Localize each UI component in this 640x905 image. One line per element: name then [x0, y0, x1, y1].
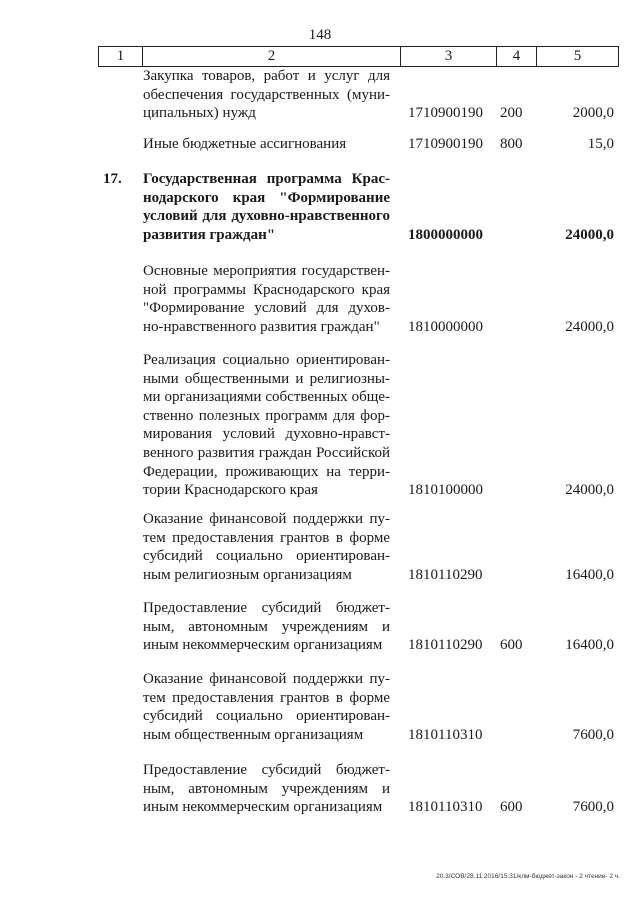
row-name-line: ным, автономным учреждениям и	[143, 618, 390, 635]
row-name-line: "Формирование условий для духов-	[143, 300, 390, 317]
row-name	[143, 510, 390, 584]
row-name-line: обеспечения государственных (муни-	[143, 86, 390, 103]
row-amount: 16400,0	[565, 566, 614, 583]
row-name	[143, 135, 390, 154]
row-name-line: субсидий социально ориентирован-	[143, 548, 390, 565]
row-name-line: ми организациями собственных обще-	[143, 389, 390, 406]
row-name-line: Закупка товаров, работ и услуг для	[143, 68, 390, 84]
row-name-line: тем предоставления грантов в форме	[143, 689, 390, 706]
row-name	[143, 599, 390, 655]
row-name-line: ным общественным организациям	[143, 726, 364, 743]
column-header-row	[98, 46, 619, 67]
row-name-line: ственно полезных программ для фор-	[143, 407, 390, 424]
row-amount: 24000,0	[565, 226, 614, 243]
row-amount: 2000,0	[572, 105, 614, 122]
row-name-line: иным некоммерческим организациям	[143, 637, 383, 654]
row-name-line: Основные мероприятия государствен-	[143, 263, 390, 279]
row-name-line: развития граждан"	[143, 226, 276, 243]
row-name	[143, 262, 390, 336]
row-number: 17.	[103, 171, 122, 187]
row-name-line: тем предоставления грантов в форме	[143, 529, 390, 546]
row-name-line: Оказание финансовой поддержки пу-	[143, 511, 390, 527]
row-code: 1710900190	[408, 136, 483, 152]
row-code: 1710900190	[408, 105, 483, 122]
row-expense-type: 600	[500, 799, 523, 816]
row-amount: 24000,0	[565, 318, 614, 335]
row-expense-type: 200	[500, 105, 523, 122]
row-amount: 7600,0	[572, 726, 614, 743]
row-name-line: тории Краснодарского края	[143, 482, 318, 499]
row-code: 1810110290	[408, 566, 483, 583]
row-name-line: ным, автономным учреждениям и	[143, 780, 390, 797]
column-header-1: 1	[99, 47, 143, 67]
row-name-line: Федерации, проживающих на терри-	[143, 463, 390, 480]
row-name-line: условий для духовно-нравственного	[143, 208, 390, 225]
row-name-line: ными общественными и религиозны-	[143, 370, 390, 387]
row-expense-type: 800	[500, 136, 523, 152]
row-name-line: Предоставление субсидий бюджет-	[143, 762, 390, 778]
row-name-line: Иные бюджетные ассигнования	[143, 136, 347, 152]
row-name-line: Предоставление субсидий бюджет-	[143, 600, 390, 616]
row-name-line: ной программы Краснодарского края	[143, 281, 390, 298]
row-name-line: Оказание финансовой поддержки пу-	[143, 671, 390, 687]
row-code: 1810110290	[408, 637, 483, 654]
row-code: 1800000000	[408, 226, 483, 243]
row-amount: 16400,0	[565, 637, 614, 654]
row-name-line: мирования условий духовно-нравст-	[143, 426, 390, 443]
row-code: 1810110310	[408, 799, 483, 816]
row-name-line: ным религиозным организациям	[143, 566, 352, 583]
row-code: 1810100000	[408, 482, 483, 499]
row-name-line: субсидий социально ориентирован-	[143, 708, 390, 725]
column-header-4: 4	[497, 47, 537, 67]
row-name-line: ципальных) нужд	[143, 105, 256, 122]
row-expense-type: 600	[500, 637, 523, 654]
column-header-5: 5	[537, 47, 619, 67]
column-header-3: 3	[401, 47, 497, 67]
row-name-line: но-нравственного развития граждан"	[143, 318, 380, 335]
page-number: 148	[308, 27, 332, 43]
row-name-line: Государственная программа Крас-	[143, 171, 390, 187]
row-code: 1810110310	[408, 726, 483, 743]
column-header-2: 2	[143, 47, 401, 67]
row-name	[143, 761, 390, 817]
row-name	[143, 351, 390, 500]
row-name-line: нодарского края "Формирование	[143, 189, 390, 206]
row-name-line: Реализация социально ориентирован-	[143, 352, 390, 368]
row-name	[143, 670, 390, 744]
row-name-line: иным некоммерческим организациям	[143, 799, 383, 816]
row-code: 1810000000	[408, 318, 483, 335]
row-amount: 15,0	[587, 136, 614, 152]
row-amount: 24000,0	[565, 482, 614, 499]
row-name	[143, 67, 390, 123]
row-name-line: венного развития граждан Российской	[143, 444, 390, 461]
row-amount: 7600,0	[572, 799, 614, 816]
row-name	[143, 170, 390, 244]
document-footer-code: 20.3/СОВ/28.11.2016/15.31/клм-бюджет-закон - 2 чтение- 2 ч.	[436, 873, 620, 880]
